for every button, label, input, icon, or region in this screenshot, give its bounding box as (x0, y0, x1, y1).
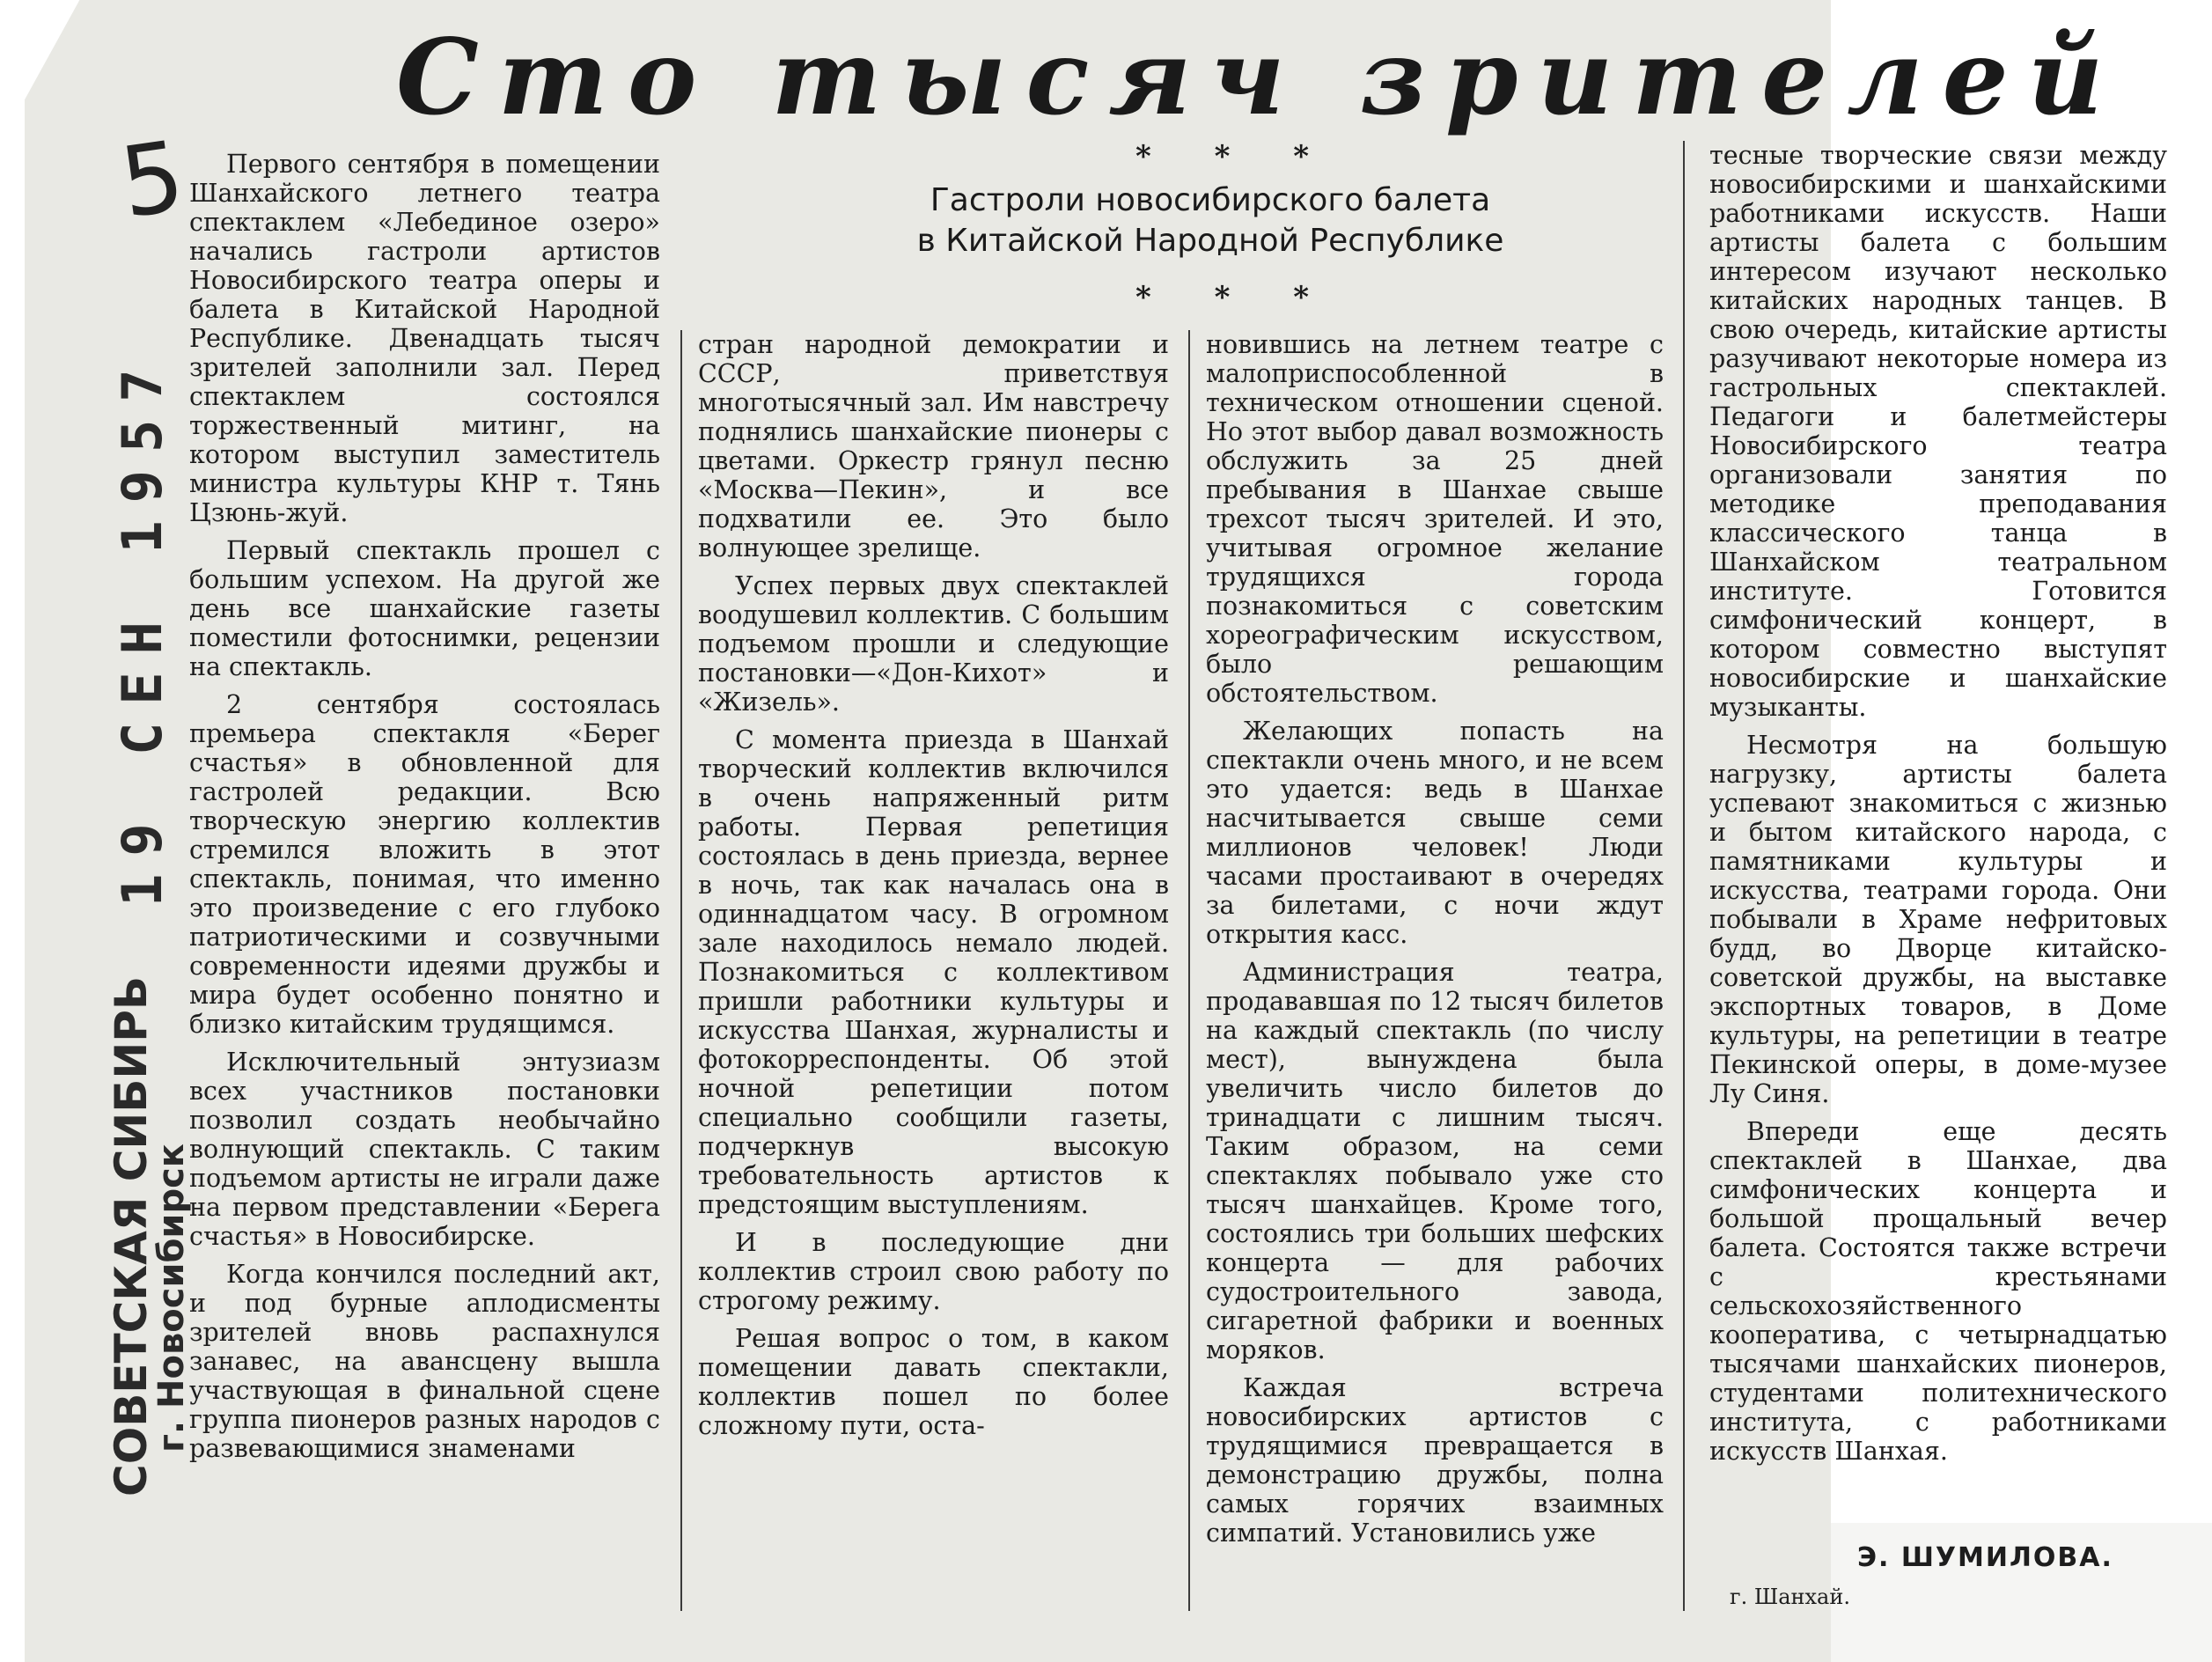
newspaper-name-stamp: СОВЕТСКАЯ СИБИРЬ (106, 976, 157, 1497)
paragraph: Первый спектакль прошел с большим успехом. На другой же день все шанхайские газеты поместили фотоснимки, рецензии на спектакль. (189, 536, 660, 681)
paragraph: Администрация театра, продававшая по 12 тысяч билетов на каждый спектакль (по числу мест), вынуждена была увеличить число билетов до тринадцати с лишним тысяч. Таким образом, на семи спектаклях побывало уже сто тысяч шанхайцев. Кроме того, состоялись три больших шефских концерта — для рабочих судостроительного завода, сигаретной фабрики и военных моряков. (1206, 958, 1664, 1364)
paragraph: Когда кончился последний акт, и под бурные аплодисменты зрителей вновь распахнулся занавес, на авансцену вышла участвующая в финальной сцене группа пионеров разных народов с развевающимися знаменами (189, 1260, 660, 1463)
stars-divider-top: * * * (1135, 139, 1336, 174)
paragraph: Желающих попасть на спектакли очень много, и не всем это удается: ведь в Шанхае насчитывается свыше семи миллионов человек! Люди часами простаивают в очередях за билетами, с ночи ждут открытия касс. (1206, 717, 1664, 949)
column-rule (1188, 330, 1190, 1611)
paragraph: Успех первых двух спектаклей воодушевил коллектив. С большим подъемом прошли и следующие постановки—«Дон-Кихот» и «Жизель». (698, 571, 1169, 717)
stars-divider-bottom: * * * (1135, 280, 1336, 315)
paragraph: тесные творческие связи между новосибирскими и шанхайскими работниками искусств. Наши артисты балета с большим интересом изучают несколько китайских народных танцев. В свою очередь, китайские артисты разучивают некоторые номера из гастрольных спектаклей. Педагоги и балетмейстеры Новосибирского театра организовали занятия по методике преподавания классического танца в Шанхайском театральном институте. Готовится симфонический концерт, в котором совместно выступят новосибирские и шанхайские музыканты. (1709, 141, 2167, 722)
paragraph: новившись на летнем театре с малоприспособленной в техническом отношении сценой. Но этот выбор давал возможность обслужить за 25 дней пребывания в Шанхае свыше трехсот тысяч зрителей. И это, учитывая огромное желание трудящихся города познакомиться с советским хореографическим искусством, было решающим обстоятельством. (1206, 330, 1664, 708)
article-headline: Сто тысяч зрителей (396, 16, 2123, 138)
column-rule (680, 330, 682, 1611)
article-column-2 (698, 330, 1169, 1449)
author-signature: Э. ШУМИЛОВА. (1857, 1542, 2113, 1573)
city-stamp: г. Новосибирск (151, 1144, 192, 1452)
subheadline-line-2: в Китайской Народной Республике (916, 223, 1504, 259)
column-rule (1683, 141, 1685, 1611)
article-column-4 (1709, 141, 2167, 1474)
paragraph: Впереди еще десять спектаклей в Шанхае, два симфонических концерта и большой прощальный вечер балета. Состоятся также встречи с крестьянами сельскохозяйственного кооператива, с четырнадцатью тысячами шанхайских пионеров, студентами политехнического института, с работниками искусств Шанхая. (1709, 1117, 2167, 1466)
paragraph: Первого сентября в помещении Шанхайского летнего театра спектаклем «Лебединое озеро» начались гастроли артистов Новосибирского театра оперы и балета в Китайской Народной Республике. Двенадцать тысяч зрителей заполнили зал. Перед спектаклем состоялся торжественный митинг, на котором выступил заместитель министра культуры КНР т. Тянь Цзюнь-жуй. (189, 150, 660, 527)
article-column-1 (189, 150, 660, 1472)
paragraph: Исключительный энтузиазм всех участников постановки позволил создать необычайно волнующий спектакль. С таким подъемом артисты не играли даже на первом представлении «Берега счастья» в Новосибирске. (189, 1048, 660, 1251)
handwritten-number: 5 (114, 119, 191, 240)
subheadline-line-1: Гастроли новосибирского балета (930, 182, 1491, 218)
paragraph: Решая вопрос о том, в каком помещении давать спектакли, коллектив пошел по более сложному пути, оста- (698, 1324, 1169, 1440)
signature-place: г. Шанхай. (1730, 1585, 1850, 1609)
paragraph: С момента приезда в Шанхай творческий коллектив включился в очень напряженный ритм работы. Первая репетиция состоялась в день приезда, вернее в ночь, так как началась она в одиннадцатом часу. В огромном зале находилось немало людей. Познакомиться с коллективом пришли работники культуры и искусства Шанхая, журналисты и фотокорреспонденты. Об этой ночной репетиции потом специально сообщили газеты, подчеркнув высокую требовательность артистов к предстоящим выступлениям. (698, 725, 1169, 1219)
paragraph: И в последующие дни коллектив строил свою работу по строгому режиму. (698, 1228, 1169, 1315)
paragraph: Несмотря на большую нагрузку, артисты балета успевают знакомиться с жизнью и бытом китайского народа, с памятниками культуры и искусства, театрами города. Они побывали в Храме нефритовых будд, во Дворце китайско-советской дружбы, на выставке экспортных товаров, в Доме культуры, на репетиции в театре Пекинской оперы, в доме-музее Лу Синя. (1709, 731, 2167, 1108)
paragraph: Каждая встреча новосибирских артистов с трудящимися превращается в демонстрацию дружбы, полна самых горячих взаимных симпатий. Установились уже (1206, 1373, 1664, 1548)
date-stamp: 19 СЕН 1957 (110, 351, 174, 907)
paragraph: стран народной демократии и СССР, приветствуя многотысячный зал. Им навстречу поднялись шанхайские пионеры с цветами. Оркестр грянул песню «Москва—Пекин», и все подхватили ее. Это было волнующее зрелище. (698, 330, 1169, 563)
article-column-3 (1206, 330, 1664, 1556)
paragraph: 2 сентября состоялась премьера спектакля «Берег счастья» в обновленной для гастролей редакции. Всю творческую энергию коллектив стремился вложить в этот спектакль, понимая, что именно это произведение с его глубоко патриотическими и созвучными современности идеями дружбы и мира будет особенно понятно и близко китайским трудящимся. (189, 690, 660, 1039)
article-subheadline (814, 180, 1606, 261)
